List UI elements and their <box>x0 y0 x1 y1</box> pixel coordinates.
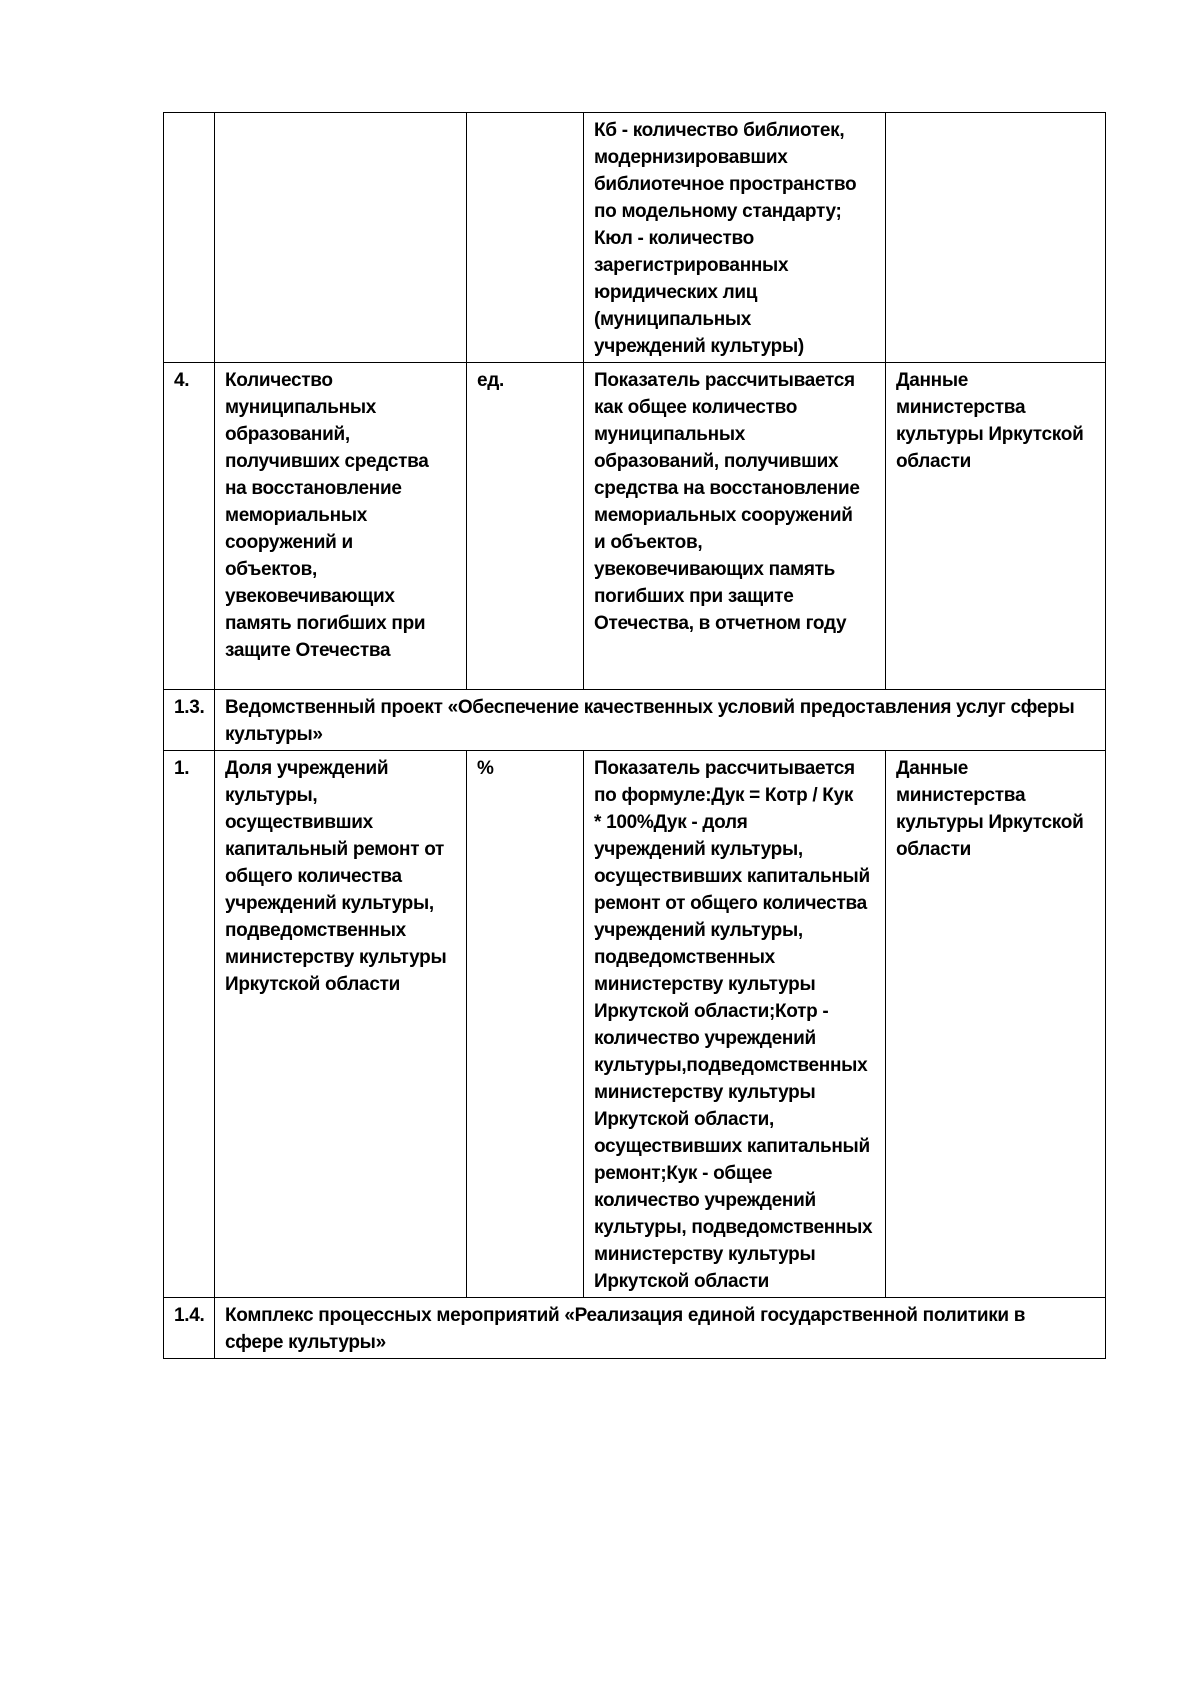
data-source-cell <box>886 113 1106 363</box>
row-number-cell <box>164 751 215 1298</box>
calculation-method-line: Кб - количество библиотек, <box>594 120 845 141</box>
row-number-cell <box>164 113 215 363</box>
table-body <box>164 113 1106 1359</box>
calculation-method-line: по модельному стандарту; <box>594 201 842 222</box>
indicator-name-cell <box>215 113 467 363</box>
calculation-method-line: юридических лиц <box>594 282 758 303</box>
calculation-method-line: увековечивающих память <box>594 559 836 580</box>
row-number: 1.4. <box>174 1305 205 1326</box>
data-source-cell <box>886 751 1106 1298</box>
calculation-method-line: подведомственных <box>594 947 775 968</box>
calculation-method-line: количество учреждений <box>594 1028 816 1049</box>
calculation-method-line: учреждений культуры, <box>594 839 803 860</box>
indicator-name-line: на восстановление <box>225 478 402 499</box>
calculation-method-cell <box>584 363 886 690</box>
indicator-name-line: получивших средства <box>225 451 429 472</box>
calculation-method-line: погибших при защите <box>594 586 794 607</box>
indicator-name-line: общего количества <box>225 866 402 887</box>
calculation-method-line: средства на восстановление <box>594 478 860 499</box>
calculation-method-line: Показатель рассчитывается <box>594 758 855 779</box>
calculation-method-line: муниципальных <box>594 424 746 445</box>
indicator-name-line: муниципальных <box>225 397 377 418</box>
unit-value: ед. <box>477 370 505 391</box>
indicator-name-line: капитальный ремонт от <box>225 839 445 860</box>
section-row <box>164 1298 1106 1359</box>
unit-cell <box>467 113 584 363</box>
calculation-method-line: мемориальных сооружений <box>594 505 853 526</box>
calculation-method-line: образований, получивших <box>594 451 839 472</box>
section-row <box>164 690 1106 751</box>
calculation-method-line: осуществивших капитальный <box>594 866 870 887</box>
indicator-name-line: память погибших при <box>225 613 426 634</box>
row-number: 1.3. <box>174 697 205 718</box>
indicator-name-line: культуры, <box>225 785 318 806</box>
calculation-method-line: Отечества, в отчетном году <box>594 613 847 634</box>
data-source-line: культуры Иркутской <box>896 812 1084 833</box>
data-source-line: области <box>896 839 971 860</box>
calculation-method-line: зарегистрированных <box>594 255 789 276</box>
calculation-method-line: ремонт от общего количества <box>594 893 867 914</box>
indicator-name-line: Доля учреждений <box>225 758 389 779</box>
row-number: 1. <box>174 758 190 779</box>
calculation-method-line: и объектов, <box>594 532 703 553</box>
calculation-method-line: министерству культуры <box>594 974 816 995</box>
indicator-name-line: мемориальных <box>225 505 368 526</box>
unit-cell <box>467 751 584 1298</box>
indicators-table <box>163 112 1106 1359</box>
calculation-method-line: по формуле:Дук = Котр / Кук <box>594 785 854 806</box>
calculation-method-line: Иркутской области, <box>594 1109 774 1130</box>
calculation-method-line: министерству культуры <box>594 1082 816 1103</box>
calculation-method-line: * 100%Дук - доля <box>594 812 748 833</box>
section-title-cell <box>215 1298 1106 1359</box>
row-number: 4. <box>174 370 190 391</box>
calculation-method-cell <box>584 113 886 363</box>
indicator-name-line: осуществивших <box>225 812 373 833</box>
data-source-line: министерства <box>896 785 1026 806</box>
calculation-method-line: Иркутской области;Котр - <box>594 1001 829 1022</box>
data-source-cell <box>886 363 1106 690</box>
calculation-method-line: ремонт;Кук - общее <box>594 1163 773 1184</box>
indicator-name-line: учреждений культуры, <box>225 893 434 914</box>
data-source-line: культуры Иркутской <box>896 424 1084 445</box>
section-title-cell <box>215 690 1106 751</box>
row-number-cell <box>164 690 215 751</box>
calculation-method-line: министерству культуры <box>594 1244 816 1265</box>
calculation-method-line: как общее количество <box>594 397 798 418</box>
calculation-method-line: (муниципальных <box>594 309 752 330</box>
data-source-line: Данные <box>896 370 969 391</box>
indicator-name-line: Иркутской области <box>225 974 400 995</box>
indicator-name-line: увековечивающих <box>225 586 395 607</box>
indicator-name-line: сооружений и <box>225 532 353 553</box>
calculation-method-line: Иркутской области <box>594 1271 769 1292</box>
calculation-method-line: культуры,подведомственных <box>594 1055 868 1076</box>
section-title-line: Ведомственный проект «Обеспечение качественных условий предоставления услуг сферы <box>225 697 1075 718</box>
data-source-line: министерства <box>896 397 1026 418</box>
section-title-line: Комплекс процессных мероприятий «Реализация единой государственной политики в <box>225 1305 1026 1326</box>
indicator-name-line: объектов, <box>225 559 317 580</box>
calculation-method-line: учреждений культуры) <box>594 336 804 357</box>
table-row <box>164 363 1106 690</box>
indicator-name-cell <box>215 363 467 690</box>
table-row <box>164 751 1106 1298</box>
indicator-name-line: подведомственных <box>225 920 406 941</box>
row-number-cell <box>164 363 215 690</box>
calculation-method-line: Кюл - количество <box>594 228 754 249</box>
calculation-method-line: осуществивших капитальный <box>594 1136 870 1157</box>
data-source-line: Данные <box>896 758 969 779</box>
indicator-name-line: Количество <box>225 370 333 391</box>
calculation-method-line: культуры, подведомственных <box>594 1217 873 1238</box>
unit-cell <box>467 363 584 690</box>
calculation-method-cell <box>584 751 886 1298</box>
row-number-cell <box>164 1298 215 1359</box>
indicator-name-line: образований, <box>225 424 350 445</box>
indicator-name-line: защите Отечества <box>225 640 391 661</box>
data-source-line: области <box>896 451 971 472</box>
indicator-name-cell <box>215 751 467 1298</box>
indicator-name-line: министерству культуры <box>225 947 447 968</box>
section-title-line: культуры» <box>225 724 323 745</box>
calculation-method-line: модернизировавших <box>594 147 788 168</box>
calculation-method-line: количество учреждений <box>594 1190 816 1211</box>
calculation-method-line: Показатель рассчитывается <box>594 370 855 391</box>
calculation-method-line: учреждений культуры, <box>594 920 803 941</box>
section-title-line: сфере культуры» <box>225 1332 386 1353</box>
unit-value: % <box>477 758 494 779</box>
calculation-method-line: библиотечное пространство <box>594 174 857 195</box>
table-row <box>164 113 1106 363</box>
